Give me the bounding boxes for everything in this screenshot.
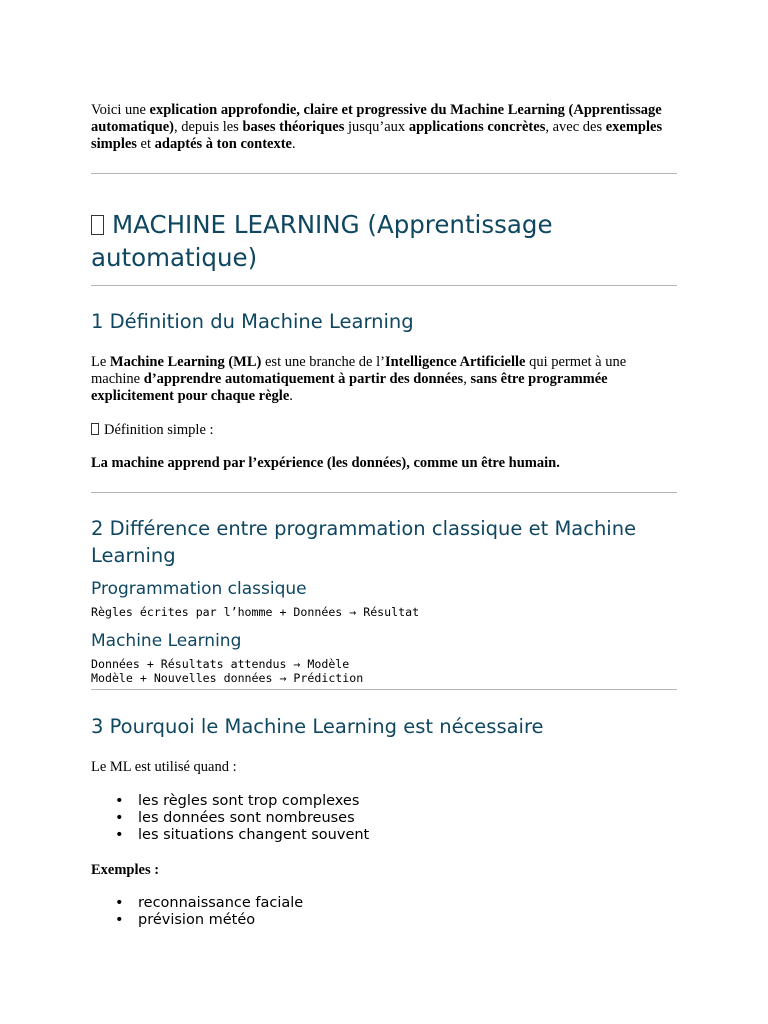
code-classic: Règles écrites par l’homme + Données → Résultat <box>91 605 420 619</box>
section3-lead: Le ML est utilisé quand : <box>91 759 237 775</box>
bold-text: Machine Learning (ML) <box>109 354 262 370</box>
intro-bold: exemples simples <box>91 119 663 152</box>
intro-bold: applications concrètes <box>408 119 546 135</box>
intro-text: , depuis les <box>173 119 243 135</box>
page-title <box>91 208 677 274</box>
missing-glyph-icon <box>91 215 104 235</box>
bold-text: sans être programmée explicitement pour chaque règle <box>91 371 608 404</box>
intro-bold: bases théoriques <box>242 119 345 135</box>
list-item <box>91 895 677 912</box>
list-item-text: prévision météo <box>138 912 256 928</box>
intro-text: et <box>136 136 155 152</box>
definition-simple-statement: La machine apprend par l’expérience (les données), comme un être humain. <box>91 455 560 471</box>
code-ml: Données + Résultats attendus → Modèle Modèle + Nouvelles données → Prédiction <box>91 657 364 685</box>
examples-list <box>91 895 677 929</box>
page-title-text: MACHINE LEARNING (Apprentissage automatique) <box>91 210 553 272</box>
missing-glyph-icon <box>91 423 99 435</box>
list-item-text: les données sont nombreuses <box>138 810 355 826</box>
bold-text: Intelligence Artificielle <box>384 354 526 370</box>
text: qui permet à une machine <box>91 354 627 387</box>
intro-text: , avec des <box>545 119 606 135</box>
list-item <box>91 810 677 827</box>
list-item <box>91 793 677 810</box>
list-item-text: les situations changent souvent <box>138 827 370 843</box>
bold-text: d’apprendre automatiquement à partir des données <box>143 371 464 387</box>
section2-heading: 2 Différence entre programmation classique et Machine Learning <box>91 517 637 567</box>
text: , <box>463 371 471 387</box>
list-item <box>91 912 677 929</box>
bullet-icon: • <box>115 810 124 826</box>
intro-text: Voici une <box>91 102 150 118</box>
divider <box>91 689 677 690</box>
list-item-text: reconnaissance faciale <box>138 895 304 911</box>
bullet-icon: • <box>115 827 124 843</box>
definition-simple-label <box>91 422 677 439</box>
intro-text: jusqu’aux <box>344 119 409 135</box>
text: Le <box>91 354 110 370</box>
intro-paragraph <box>91 102 677 153</box>
subheading-ml: Machine Learning <box>91 631 242 651</box>
subheading-classic: Programmation classique <box>91 579 307 599</box>
reasons-list <box>91 793 677 844</box>
text: est une branche de l’ <box>261 354 385 370</box>
section1-paragraph <box>91 354 677 405</box>
divider <box>91 173 677 174</box>
divider <box>91 492 677 493</box>
definition-simple-text: Définition simple : <box>104 422 214 438</box>
list-item <box>91 827 677 844</box>
intro-bold: explication approfondie, claire et progressive du Machine Learning (Apprentissage automatique) <box>91 102 662 135</box>
section3-heading: 3 Pourquoi le Machine Learning est nécessaire <box>91 715 544 738</box>
bullet-icon: • <box>115 912 124 928</box>
intro-bold: adaptés à ton contexte <box>154 136 292 152</box>
examples-label: Exemples : <box>91 862 160 878</box>
list-item-text: les règles sont trop complexes <box>138 793 360 809</box>
bullet-icon: • <box>115 793 124 809</box>
divider <box>91 285 677 286</box>
text: . <box>289 388 293 404</box>
section1-heading: 1 Définition du Machine Learning <box>91 310 414 333</box>
bullet-icon: • <box>115 895 124 911</box>
intro-text: . <box>291 136 296 152</box>
